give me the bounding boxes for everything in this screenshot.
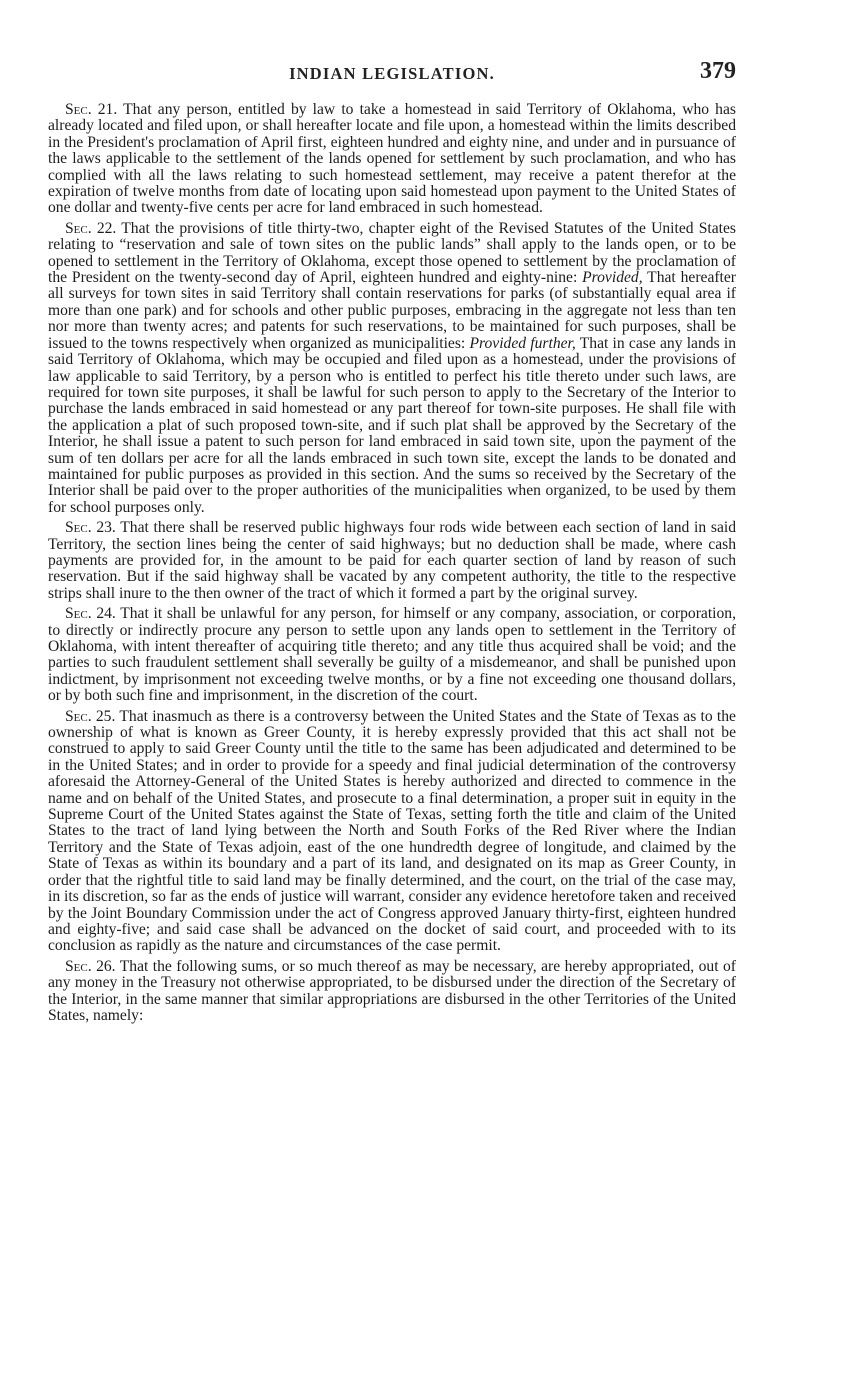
section-text: That there shall be reserved public highways four rods wide between each section of land in said Territory, the section lines being the center of said highways; but no deduction shall be made, where cash payments are provided for, in the amount to be paid for each quarter section of land by reason of such reservation. But if the said highway shall be vacated by any competent authority, the title to the respective strips shall inure to the then owner of the tract of which it formed a part by the original survey.: [48, 519, 737, 602]
page-number: 379: [700, 58, 736, 84]
section-paragraph: [48, 102, 736, 217]
section-text: That any person, entitled by law to take a homestead in said Territory of Oklahoma, who has already located and filed upon, or shall hereafter locate and file upon, a homestead within the limits described in the President's proclamation of April first, eighteen hundred and eighty nine, and under and in pursuance of the laws applicable to the settlement of the lands opened for settlement by such proclamation, and who has complied with all the laws relating to such homestead settlement, may receive a patent therefor at the expiration of twelve months from date of locating upon said homestead upon payment to the United States of one dollar and twenty-five cents per acre for land embraced in such homestead.: [48, 101, 736, 217]
section-label: Sec. 22.: [65, 219, 117, 237]
section-paragraph: [48, 709, 736, 955]
section-text: That the provisions of title thirty-two, chapter eight of the Revised Statutes of the United States relating to “reservation and sale of town sites on the public lands” shall apply to the lands open, or to be opened to settlement in the Territory of Oklahoma, except those opened to settlement by the proclamation of the President on the twenty-second day of April, eighteen hundred and eighty-nine:: [48, 219, 736, 287]
section-text: That in case any lands in said Territory of Oklahoma, which may be occupied and filed upon as a homestead, under the provisions of law applicable to said Territory, by a person who is entitled to perfect his title thereto under such laws, are required for town site purposes, it shall be lawful for such person to apply to the Secretary of the Interior to purchase the lands embraced in said homestead or any part thereof for town-site purposes. He shall file with the application a plat of such proposed town-site, and if such plat shall be approved by the Secretary of the Interior, he shall issue a patent to such person for land embraced in said town site, upon the payment of the sum of ten dollars per acre for all the lands embraced in such town site, except the lands to be donated and maintained for public purposes as provided in this section. And the sums so received by the Secretary of the Interior shall be paid over to the proper authorities of the municipalities when organized, to be used by them for school purposes only.: [48, 334, 737, 516]
section-text: That it shall be unlawful for any person, for himself or any company, association, or corporation, to directly or indirectly procure any person to settle upon any lands open to settlement in the Territory of Oklahoma, with intent thereafter of acquiring title thereto; and any title thus acquired shall be void; and the parties to such fraudulent settlement shall severally be guilty of a misdemeanor, and shall be punished upon indictment, by imprisonment not exceeding twelve months, or by a fine not exceeding one thousand dollars, or by both such fine and imprisonment, in the discretion of the court.: [48, 605, 736, 705]
section-paragraph: [48, 959, 736, 1025]
proviso-term: Provided further,: [469, 334, 576, 352]
page-header: [48, 58, 736, 92]
section-label: Sec. 25.: [65, 707, 116, 725]
section-label: Sec. 21.: [65, 101, 118, 118]
section-paragraph: [48, 221, 736, 516]
running-title: INDIAN LEGISLATION.: [289, 64, 495, 83]
document-body: [48, 102, 736, 1024]
section-text: That the following sums, or so much thereof as may be necessary, are hereby appropriated, out of any money in the Treasury not otherwise appropriated, to be disbursed under the direction of the Secretary of the Interior, in the same manner that similar appropriations are disbursed in the other Territories of the United States, namely:: [48, 957, 736, 1024]
document-page: [48, 58, 736, 1028]
section-paragraph: [48, 520, 736, 602]
section-label: Sec. 23.: [65, 519, 116, 537]
section-text: That inasmuch as there is a controversy between the United States and the State of Texas as to the ownership of what is known as Greer County, it is hereby expressly provided that this act shall not be construed to apply to said Greer County until the title to the same has been adjudicated and determined to be in the United States; and in order to provide for a speedy and final judicial determination of the controversy aforesaid the Attorney-General of the United States is hereby authorized and directed to commence in the name and on behalf of the United States, and prosecute to a final determination, a proper suit in equity in the Supreme Court of the United States against the State of Texas, setting forth the title and claim of the United States to the tract of land lying between the North and South Forks of the Red River where the Indian Territory and the State of Texas adjoin, east of the one hundredth degree of longitude, and claimed by the State of Texas as within its boundary and a part of its land, and designated on its map as Greer County, in order that the rightful title to said land may be finally determined, and the court, on the trial of the case may, in its discretion, so far as the ends of justice will warrant, consider any evidence heretofore taken and received by the Joint Boundary Commission under the act of Congress approved January thirty-first, eighteen hundred and eighty-five; and said case shall be advanced on the docket of said court, and proceeded with to its conclusion as rapidly as the nature and circumstances of the case permit.: [48, 707, 736, 955]
section-label: Sec. 24.: [65, 605, 116, 623]
section-text: That hereafter all surveys for town sites in said Territory shall contain reservations for parks (of substantially equal area if more than one park) and for schools and other public purposes, embracing in the aggregate not less than ten nor more than twenty acres; and patents for such reservations, to be maintained for such purposes, shall be issued to the towns respectively when organized as municipalities:: [48, 269, 736, 352]
section-label: Sec. 26.: [65, 957, 116, 975]
section-paragraph: [48, 606, 736, 704]
proviso-term: Provided,: [582, 269, 643, 287]
